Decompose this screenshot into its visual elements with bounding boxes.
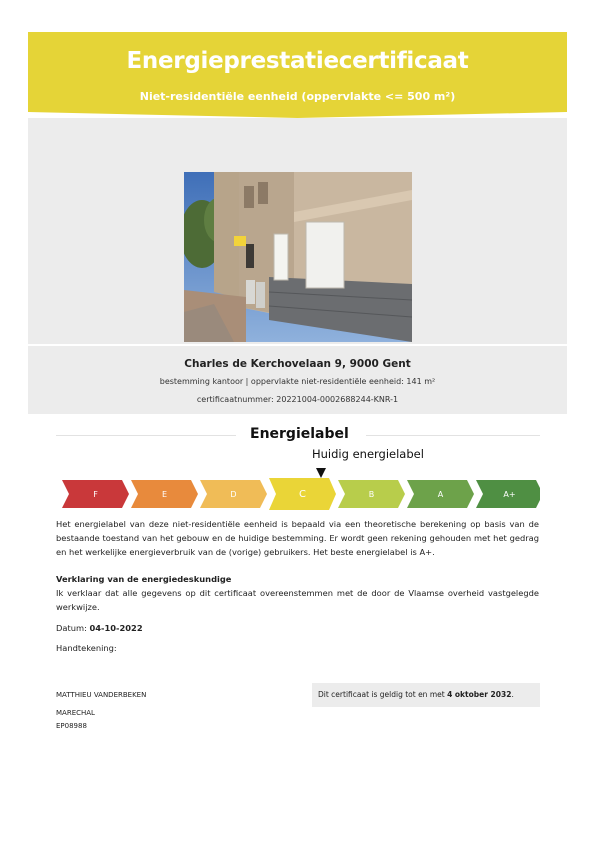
declaration-heading: Verklaring van de energiedeskundige xyxy=(56,574,232,584)
energy-class-label: A xyxy=(437,490,444,499)
expert-name: MATTHIEU VANDERBEKEN xyxy=(56,691,147,699)
header-banner xyxy=(28,32,567,118)
declaration-text: Ik verklaar dat alle gegevens op dit certificaat overeenstemmen met de door de Vlaamse overheid vastgelegde werkwijze. xyxy=(56,588,539,612)
expert-company: MARECHAL xyxy=(56,709,95,717)
page-subtitle: Niet-residentiële eenheid (oppervlakte <= 500 m²) xyxy=(139,90,456,103)
current-label-caption: Huidig energielabel xyxy=(312,447,424,461)
label-explanation: Het energielabel van deze niet-residentiële eenheid is bepaald via een theoretische berekening op basis van de bestaande toestand van het gebouw en de huidige bestemming. Er wordt geen rekening gehouden met het gedrag en het werkelijke energieverbruik van de (vorige) gebruikers. Het beste energielabel is A+. xyxy=(56,519,539,557)
energy-label-heading: Energielabel xyxy=(250,426,349,442)
energy-class-label: A+ xyxy=(503,490,516,499)
date-row xyxy=(56,621,539,635)
energy-class-label: D xyxy=(230,490,237,499)
property-usage: bestemming kantoor | oppervlakte niet-residentiële eenheid: 141 m² xyxy=(159,377,436,386)
property-address: Charles de Kerchovelaan 9, 9000 Gent xyxy=(184,358,411,370)
certificate-number: certificaatnummer: 20221004-0002688244-KNR-1 xyxy=(196,395,399,404)
energy-class-label: C xyxy=(299,489,306,500)
energy-class-label: B xyxy=(368,490,375,499)
header-shape xyxy=(28,32,567,118)
date-value: 04-10-2022 xyxy=(89,623,143,633)
property-info xyxy=(28,346,567,414)
energy-class-label: E xyxy=(161,490,168,499)
expert-id: EP08988 xyxy=(56,722,87,730)
validity-prefix: Dit certificaat is geldig tot en met xyxy=(318,690,445,699)
page-title: Energieprestatiecertificaat xyxy=(126,48,469,74)
signature-label: Handtekening: xyxy=(56,643,117,653)
validity-date: 4 oktober 2032 xyxy=(447,690,512,699)
current-label-marker xyxy=(316,468,326,478)
validity-suffix: . xyxy=(511,690,514,699)
energy-class-label: F xyxy=(93,490,98,499)
building-photo xyxy=(184,172,412,342)
date-label: Datum: xyxy=(56,623,87,633)
energy-label-scale xyxy=(56,478,540,512)
validity-box xyxy=(312,683,540,707)
